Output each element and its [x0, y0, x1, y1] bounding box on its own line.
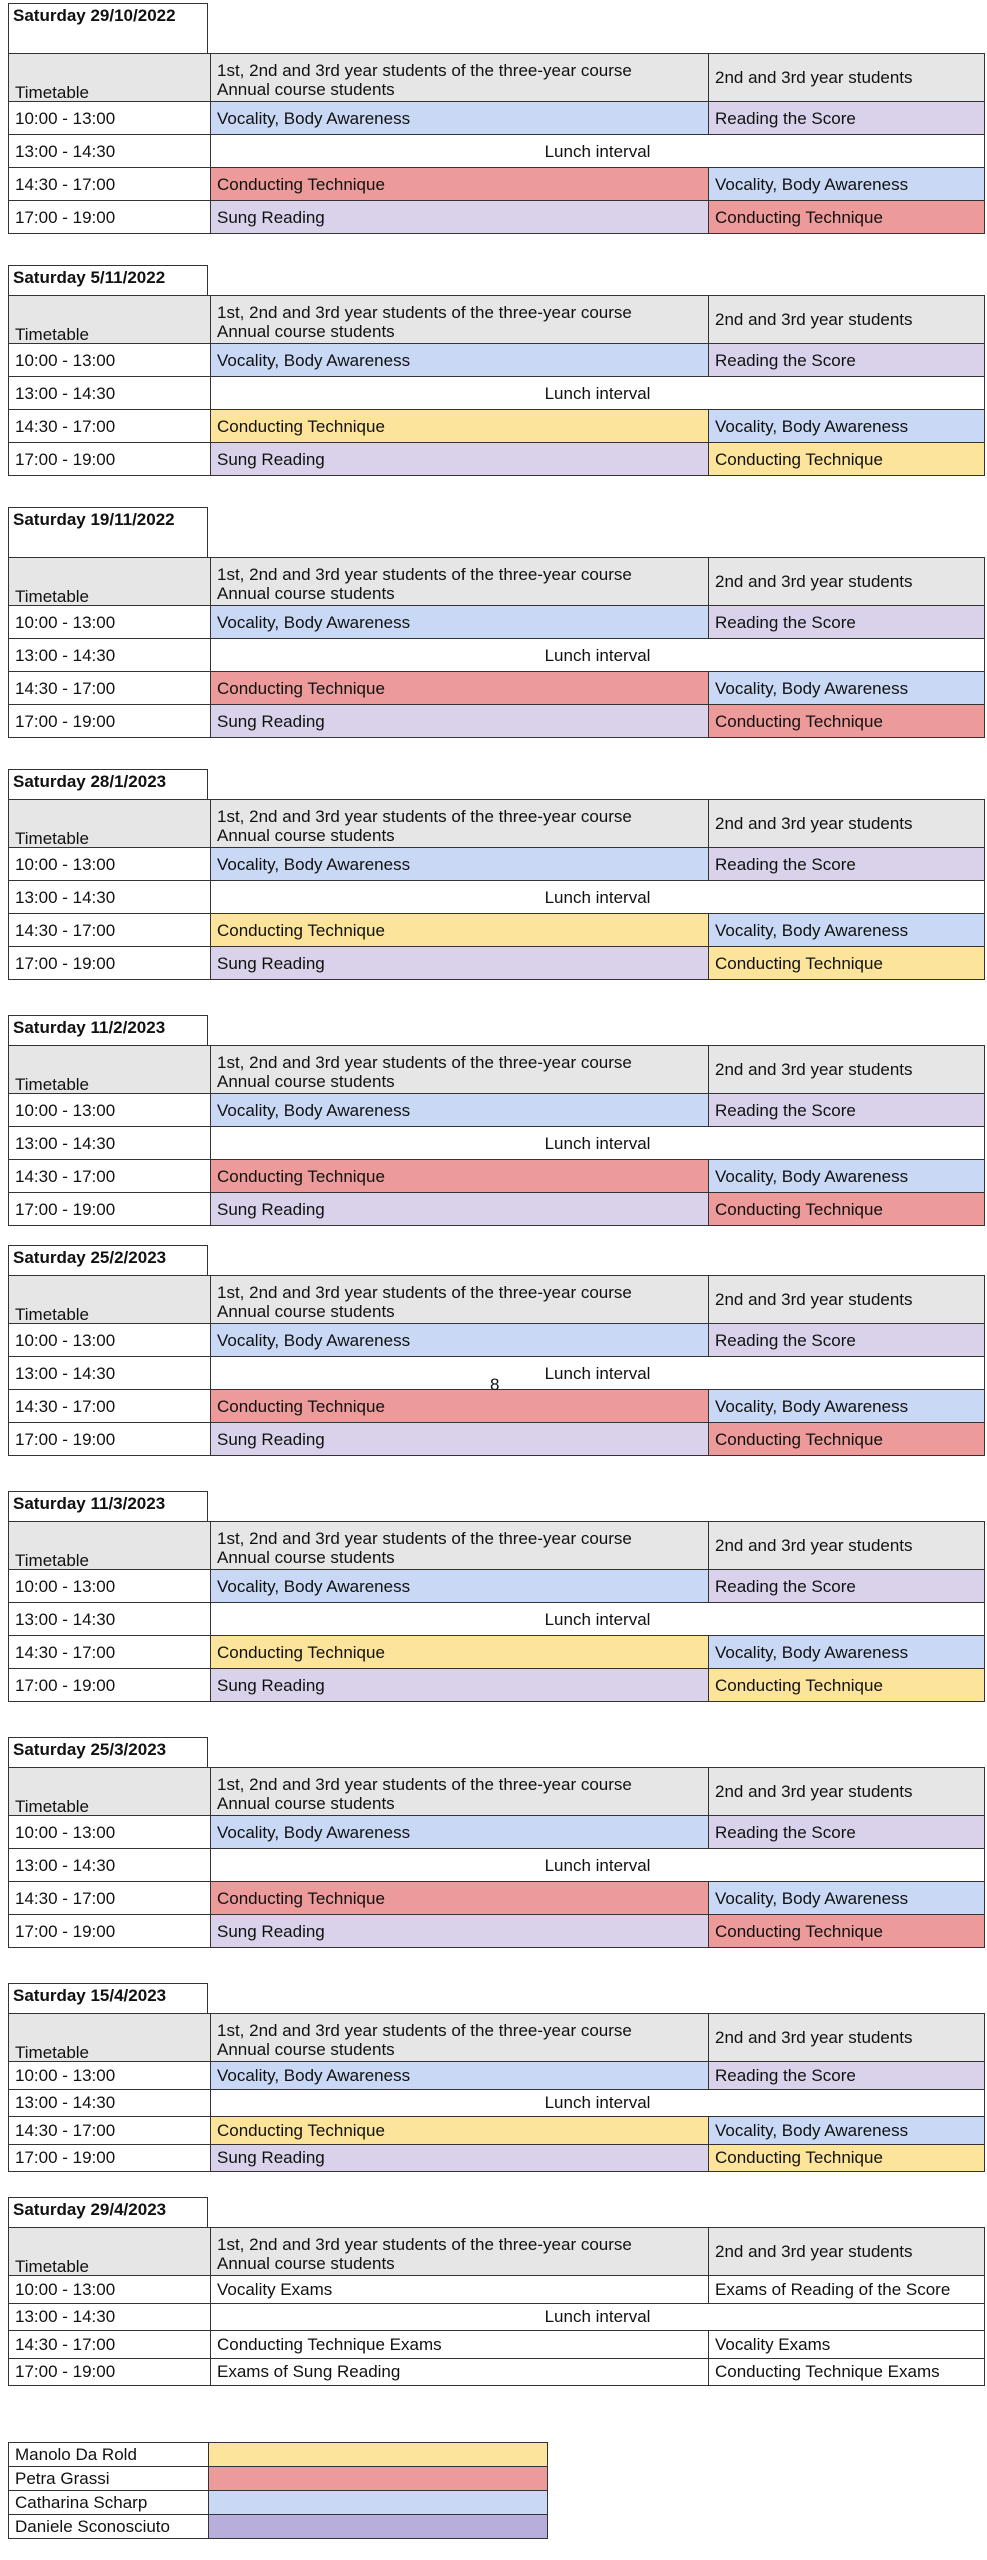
timetable-table — [8, 1521, 985, 1702]
table-row — [9, 2303, 985, 2331]
header-row — [9, 1276, 985, 1324]
timetable-header: Timetable — [9, 54, 211, 102]
timetable-table — [8, 799, 985, 980]
group-a-header-line2: Annual course students — [217, 2040, 395, 2059]
lunch-interval: Lunch interval — [211, 881, 985, 914]
group-a-header-line2: Annual course students — [217, 1548, 395, 1567]
group-b-lesson: Conducting Technique — [709, 1423, 985, 1456]
time-slot: 13:00 - 14:30 — [9, 2303, 211, 2331]
group-a-lesson: Vocality, Body Awareness — [211, 1094, 709, 1127]
table-row — [9, 881, 985, 914]
timetable-table — [8, 1045, 985, 1226]
legend-color-swatch — [209, 2491, 548, 2515]
group-a-header-line1: 1st, 2nd and 3rd year students of the three-year course — [217, 1529, 632, 1548]
group-a-lesson: Vocality, Body Awareness — [211, 1324, 709, 1357]
time-slot: 13:00 - 14:30 — [9, 1849, 211, 1882]
group-b-lesson: Vocality Exams — [709, 2331, 985, 2359]
time-slot: 14:30 - 17:00 — [9, 672, 211, 705]
time-slot: 14:30 - 17:00 — [9, 1390, 211, 1423]
timetable-header: Timetable — [9, 1276, 211, 1324]
group-a-header — [211, 2014, 709, 2062]
group-a-header — [211, 1522, 709, 1570]
legend-color-swatch — [209, 2515, 548, 2539]
group-a-header-line2: Annual course students — [217, 1072, 395, 1091]
day-date: Saturday 11/3/2023 — [8, 1491, 208, 1521]
time-slot: 10:00 - 13:00 — [9, 2276, 211, 2304]
timetable-header: Timetable — [9, 558, 211, 606]
table-row — [9, 914, 985, 947]
lunch-interval: Lunch interval — [211, 2089, 985, 2117]
group-b-lesson: Reading the Score — [709, 606, 985, 639]
time-slot: 13:00 - 14:30 — [9, 1127, 211, 1160]
legend-teacher-name: Catharina Scharp — [9, 2491, 209, 2515]
time-slot: 17:00 - 19:00 — [9, 1423, 211, 1456]
time-slot: 17:00 - 19:00 — [9, 947, 211, 980]
table-row — [9, 1423, 985, 1456]
group-b-lesson: Reading the Score — [709, 1816, 985, 1849]
table-row — [9, 947, 985, 980]
time-slot: 13:00 - 14:30 — [9, 377, 211, 410]
table-row — [9, 1324, 985, 1357]
header-row — [9, 54, 985, 102]
group-a-header-line1: 1st, 2nd and 3rd year students of the three-year course — [217, 807, 632, 826]
time-slot: 13:00 - 14:30 — [9, 639, 211, 672]
group-b-lesson: Vocality, Body Awareness — [709, 1636, 985, 1669]
group-a-header-line1: 1st, 2nd and 3rd year students of the three-year course — [217, 303, 632, 322]
group-a-header-line1: 1st, 2nd and 3rd year students of the three-year course — [217, 1775, 632, 1794]
group-a-header-line1: 1st, 2nd and 3rd year students of the three-year course — [217, 61, 632, 80]
group-a-lesson: Conducting Technique — [211, 1390, 709, 1423]
legend-row — [9, 2491, 548, 2515]
group-a-lesson: Conducting Technique — [211, 1882, 709, 1915]
group-a-header-line2: Annual course students — [217, 584, 395, 603]
time-slot: 14:30 - 17:00 — [9, 2331, 211, 2359]
group-b-lesson: Conducting Technique — [709, 1193, 985, 1226]
table-row — [9, 377, 985, 410]
time-slot: 14:30 - 17:00 — [9, 2117, 211, 2145]
group-a-lesson: Vocality Exams — [211, 2276, 709, 2304]
table-row — [9, 2089, 985, 2117]
day-date: Saturday 15/4/2023 — [8, 1983, 208, 2013]
time-slot: 10:00 - 13:00 — [9, 848, 211, 881]
group-a-header-line2: Annual course students — [217, 322, 395, 341]
table-row — [9, 2276, 985, 2304]
day-date: Saturday 28/1/2023 — [8, 769, 208, 799]
time-slot: 14:30 - 17:00 — [9, 168, 211, 201]
group-a-lesson: Sung Reading — [211, 1669, 709, 1702]
group-b-lesson: Conducting Technique — [709, 2144, 985, 2172]
group-a-lesson: Vocality, Body Awareness — [211, 344, 709, 377]
page-number: 8 — [490, 1375, 500, 1394]
table-row — [9, 201, 985, 234]
group-a-header — [211, 800, 709, 848]
group-b-header: 2nd and 3rd year students — [709, 1522, 985, 1570]
time-slot: 13:00 - 14:30 — [9, 2089, 211, 2117]
header-row — [9, 1046, 985, 1094]
group-a-lesson: Conducting Technique — [211, 168, 709, 201]
table-row — [9, 1882, 985, 1915]
table-row — [9, 344, 985, 377]
group-a-lesson: Sung Reading — [211, 1915, 709, 1948]
time-slot: 13:00 - 14:30 — [9, 1357, 211, 1390]
group-a-lesson: Exams of Sung Reading — [211, 2358, 709, 2386]
time-slot: 17:00 - 19:00 — [9, 2358, 211, 2386]
time-slot: 10:00 - 13:00 — [9, 1816, 211, 1849]
legend-teacher-name: Petra Grassi — [9, 2467, 209, 2491]
time-slot: 10:00 - 13:00 — [9, 102, 211, 135]
table-row — [9, 1570, 985, 1603]
group-b-lesson: Vocality, Body Awareness — [709, 2117, 985, 2145]
group-a-header-line1: 1st, 2nd and 3rd year students of the three-year course — [217, 1283, 632, 1302]
timetable-table — [8, 1767, 985, 1948]
group-a-lesson: Vocality, Body Awareness — [211, 1570, 709, 1603]
group-b-lesson: Reading the Score — [709, 102, 985, 135]
group-a-lesson: Sung Reading — [211, 443, 709, 476]
group-a-header-line2: Annual course students — [217, 2254, 395, 2273]
timetable-header: Timetable — [9, 2228, 211, 2276]
header-row — [9, 2014, 985, 2062]
header-row — [9, 1522, 985, 1570]
table-row — [9, 1094, 985, 1127]
group-a-header-line2: Annual course students — [217, 826, 395, 845]
group-a-header-line1: 1st, 2nd and 3rd year students of the three-year course — [217, 1053, 632, 1072]
group-b-lesson: Conducting Technique — [709, 443, 985, 476]
group-a-lesson: Sung Reading — [211, 705, 709, 738]
table-row — [9, 2358, 985, 2386]
group-b-lesson: Conducting Technique — [709, 201, 985, 234]
timetable-table — [8, 53, 985, 234]
table-row — [9, 639, 985, 672]
day-date: Saturday 29/4/2023 — [8, 2197, 208, 2227]
table-row — [9, 1915, 985, 1948]
group-b-header: 2nd and 3rd year students — [709, 1046, 985, 1094]
legend-teacher-name: Daniele Sconosciuto — [9, 2515, 209, 2539]
lunch-interval: Lunch interval — [211, 135, 985, 168]
header-row — [9, 558, 985, 606]
time-slot: 17:00 - 19:00 — [9, 2144, 211, 2172]
time-slot: 10:00 - 13:00 — [9, 344, 211, 377]
legend-color-swatch — [209, 2467, 548, 2491]
group-a-header — [211, 558, 709, 606]
header-row — [9, 296, 985, 344]
group-b-lesson: Reading the Score — [709, 2062, 985, 2090]
group-b-lesson: Vocality, Body Awareness — [709, 1160, 985, 1193]
group-a-lesson: Vocality, Body Awareness — [211, 606, 709, 639]
group-b-lesson: Vocality, Body Awareness — [709, 1882, 985, 1915]
group-b-header: 2nd and 3rd year students — [709, 800, 985, 848]
legend-teacher-name: Manolo Da Rold — [9, 2443, 209, 2467]
day-date: Saturday 5/11/2022 — [8, 265, 208, 295]
table-row — [9, 1193, 985, 1226]
group-a-lesson: Conducting Technique — [211, 2117, 709, 2145]
group-a-lesson: Vocality, Body Awareness — [211, 848, 709, 881]
time-slot: 14:30 - 17:00 — [9, 410, 211, 443]
time-slot: 17:00 - 19:00 — [9, 1669, 211, 1702]
group-a-header-line2: Annual course students — [217, 1302, 395, 1321]
day-date: Saturday 25/2/2023 — [8, 1245, 208, 1275]
table-row — [9, 1816, 985, 1849]
timetable-table — [8, 557, 985, 738]
group-a-lesson: Conducting Technique — [211, 914, 709, 947]
group-b-lesson: Conducting Technique — [709, 1669, 985, 1702]
time-slot: 17:00 - 19:00 — [9, 1193, 211, 1226]
lunch-interval: Lunch interval — [211, 1357, 985, 1390]
lunch-interval: Lunch interval — [211, 1849, 985, 1882]
group-b-lesson: Vocality, Body Awareness — [709, 1390, 985, 1423]
header-row — [9, 1768, 985, 1816]
time-slot: 10:00 - 13:00 — [9, 2062, 211, 2090]
group-a-header — [211, 1046, 709, 1094]
table-row — [9, 1636, 985, 1669]
table-row — [9, 2144, 985, 2172]
group-a-header-line1: 1st, 2nd and 3rd year students of the three-year course — [217, 565, 632, 584]
table-row — [9, 1603, 985, 1636]
table-row — [9, 1127, 985, 1160]
table-row — [9, 705, 985, 738]
time-slot: 14:30 - 17:00 — [9, 914, 211, 947]
time-slot: 14:30 - 17:00 — [9, 1160, 211, 1193]
lunch-interval: Lunch interval — [211, 639, 985, 672]
group-b-header: 2nd and 3rd year students — [709, 1768, 985, 1816]
timetable-header: Timetable — [9, 2014, 211, 2062]
table-row — [9, 102, 985, 135]
time-slot: 14:30 - 17:00 — [9, 1882, 211, 1915]
time-slot: 14:30 - 17:00 — [9, 1636, 211, 1669]
group-b-lesson: Conducting Technique — [709, 705, 985, 738]
group-b-header: 2nd and 3rd year students — [709, 1276, 985, 1324]
header-row — [9, 2228, 985, 2276]
timetable-table — [8, 2227, 985, 2386]
group-a-header — [211, 1768, 709, 1816]
lunch-interval: Lunch interval — [211, 2303, 985, 2331]
teacher-legend — [8, 2442, 548, 2539]
time-slot: 10:00 - 13:00 — [9, 606, 211, 639]
time-slot: 17:00 - 19:00 — [9, 443, 211, 476]
group-b-lesson: Vocality, Body Awareness — [709, 168, 985, 201]
group-a-lesson: Conducting Technique — [211, 1160, 709, 1193]
timetable-header: Timetable — [9, 1522, 211, 1570]
timetable-header: Timetable — [9, 800, 211, 848]
group-a-header-line1: 1st, 2nd and 3rd year students of the three-year course — [217, 2235, 632, 2254]
group-b-header: 2nd and 3rd year students — [709, 54, 985, 102]
time-slot: 13:00 - 14:30 — [9, 1603, 211, 1636]
group-a-header — [211, 296, 709, 344]
time-slot: 10:00 - 13:00 — [9, 1570, 211, 1603]
time-slot: 10:00 - 13:00 — [9, 1324, 211, 1357]
lunch-interval: Lunch interval — [211, 1127, 985, 1160]
table-row — [9, 672, 985, 705]
timetable-header: Timetable — [9, 1046, 211, 1094]
time-slot: 13:00 - 14:30 — [9, 135, 211, 168]
table-row — [9, 2331, 985, 2359]
header-row — [9, 800, 985, 848]
group-b-lesson: Reading the Score — [709, 1094, 985, 1127]
day-date: Saturday 29/10/2022 — [8, 3, 208, 53]
day-date: Saturday 19/11/2022 — [8, 507, 208, 557]
table-row — [9, 443, 985, 476]
group-b-header: 2nd and 3rd year students — [709, 296, 985, 344]
group-a-header-line2: Annual course students — [217, 80, 395, 99]
timetable-table — [8, 2013, 985, 2172]
lunch-interval: Lunch interval — [211, 377, 985, 410]
legend-row — [9, 2443, 548, 2467]
group-a-lesson: Sung Reading — [211, 947, 709, 980]
table-row — [9, 606, 985, 639]
group-a-header — [211, 2228, 709, 2276]
legend-row — [9, 2515, 548, 2539]
timetable-table — [8, 1275, 985, 1456]
group-b-header: 2nd and 3rd year students — [709, 2014, 985, 2062]
group-b-lesson: Vocality, Body Awareness — [709, 410, 985, 443]
time-slot: 13:00 - 14:30 — [9, 881, 211, 914]
group-a-lesson: Conducting Technique — [211, 672, 709, 705]
time-slot: 17:00 - 19:00 — [9, 201, 211, 234]
table-row — [9, 1669, 985, 1702]
group-b-lesson: Conducting Technique — [709, 1915, 985, 1948]
time-slot: 17:00 - 19:00 — [9, 1915, 211, 1948]
table-row — [9, 168, 985, 201]
timetable-header: Timetable — [9, 296, 211, 344]
lunch-interval: Lunch interval — [211, 1603, 985, 1636]
group-b-lesson: Exams of Reading of the Score — [709, 2276, 985, 2304]
group-b-header: 2nd and 3rd year students — [709, 2228, 985, 2276]
timetable-table — [8, 295, 985, 476]
table-row — [9, 848, 985, 881]
timetable-header: Timetable — [9, 1768, 211, 1816]
group-a-lesson: Vocality, Body Awareness — [211, 2062, 709, 2090]
group-a-lesson: Sung Reading — [211, 201, 709, 234]
group-a-header-line2: Annual course students — [217, 1794, 395, 1813]
group-b-lesson: Vocality, Body Awareness — [709, 914, 985, 947]
group-b-lesson: Reading the Score — [709, 848, 985, 881]
table-row — [9, 1160, 985, 1193]
time-slot: 17:00 - 19:00 — [9, 705, 211, 738]
group-a-lesson: Sung Reading — [211, 1423, 709, 1456]
time-slot: 10:00 - 13:00 — [9, 1094, 211, 1127]
group-a-header — [211, 54, 709, 102]
table-row — [9, 410, 985, 443]
group-a-lesson: Vocality, Body Awareness — [211, 102, 709, 135]
group-b-lesson: Reading the Score — [709, 344, 985, 377]
legend-row — [9, 2467, 548, 2491]
table-row — [9, 2062, 985, 2090]
group-a-lesson: Sung Reading — [211, 2144, 709, 2172]
group-b-lesson: Reading the Score — [709, 1324, 985, 1357]
group-b-lesson: Reading the Score — [709, 1570, 985, 1603]
group-a-lesson: Conducting Technique Exams — [211, 2331, 709, 2359]
group-a-header-line1: 1st, 2nd and 3rd year students of the three-year course — [217, 2021, 632, 2040]
group-a-header — [211, 1276, 709, 1324]
group-b-lesson: Conducting Technique Exams — [709, 2358, 985, 2386]
table-row — [9, 2117, 985, 2145]
day-date: Saturday 25/3/2023 — [8, 1737, 208, 1767]
group-a-lesson: Sung Reading — [211, 1193, 709, 1226]
group-b-header: 2nd and 3rd year students — [709, 558, 985, 606]
group-b-lesson: Conducting Technique — [709, 947, 985, 980]
day-date: Saturday 11/2/2023 — [8, 1015, 208, 1045]
group-a-lesson: Conducting Technique — [211, 1636, 709, 1669]
legend-color-swatch — [209, 2443, 548, 2467]
table-row — [9, 1849, 985, 1882]
group-a-lesson: Conducting Technique — [211, 410, 709, 443]
group-a-lesson: Vocality, Body Awareness — [211, 1816, 709, 1849]
table-row — [9, 135, 985, 168]
group-b-lesson: Vocality, Body Awareness — [709, 672, 985, 705]
